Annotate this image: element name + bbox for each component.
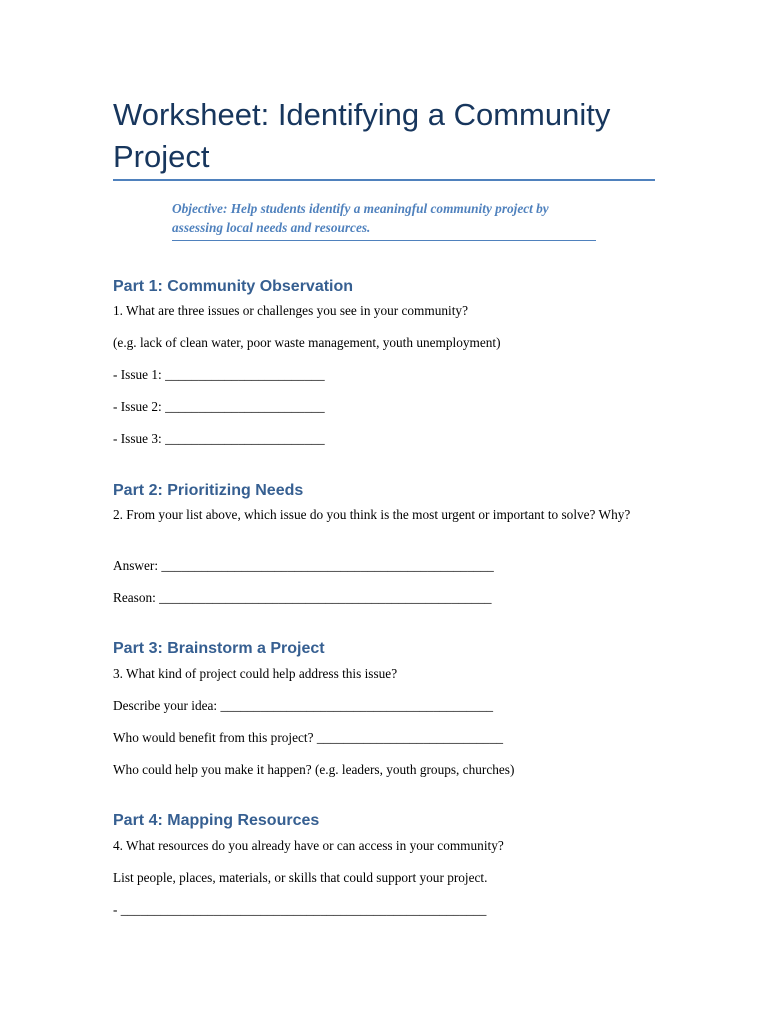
beneficiaries-field[interactable]: Who would benefit from this project? ____________________________ [113, 730, 503, 745]
part2-heading: Part 2: Prioritizing Needs [113, 482, 304, 499]
part3-question: 3. What kind of project could help address this issue? [113, 666, 398, 681]
part2-question: 2. From your list above, which issue do you think is the most urgent or important to solve? Why? [113, 507, 631, 522]
issue3-field[interactable]: - Issue 3: ________________________ [113, 431, 325, 446]
answer-field[interactable]: Answer: __________________________________________________ [113, 558, 494, 573]
resources-instruction: List people, places, materials, or skills that could support your project. [113, 870, 488, 885]
describe-idea-field[interactable]: Describe your idea: _________________________________________ [113, 698, 494, 713]
part1-example: (e.g. lack of clean water, poor waste management, youth unemployment) [113, 335, 501, 350]
title-divider [113, 179, 655, 181]
part1-question: 1. What are three issues or challenges you see in your community? [113, 303, 468, 318]
page-title: Worksheet: Identifying a Community Project [113, 97, 611, 174]
part1-heading: Part 1: Community Observation [113, 278, 354, 295]
part3-heading: Part 3: Brainstorm a Project [113, 640, 325, 657]
part4-question: 4. What resources do you already have or can access in your community? [113, 838, 504, 853]
issue1-field[interactable]: - Issue 1: ________________________ [113, 367, 325, 382]
part4-heading: Part 4: Mapping Resources [113, 812, 320, 829]
resource-item-field[interactable]: - _______________________________________________________ [113, 902, 487, 917]
objective-divider [172, 240, 596, 241]
reason-field[interactable]: Reason: __________________________________________________ [113, 590, 492, 605]
helpers-question: Who could help you make it happen? (e.g. leaders, youth groups, churches) [113, 762, 515, 777]
objective-text: Objective: Help students identify a meaningful community project by assessing local needs and resources. [172, 201, 549, 235]
issue2-field[interactable]: - Issue 2: ________________________ [113, 399, 325, 414]
